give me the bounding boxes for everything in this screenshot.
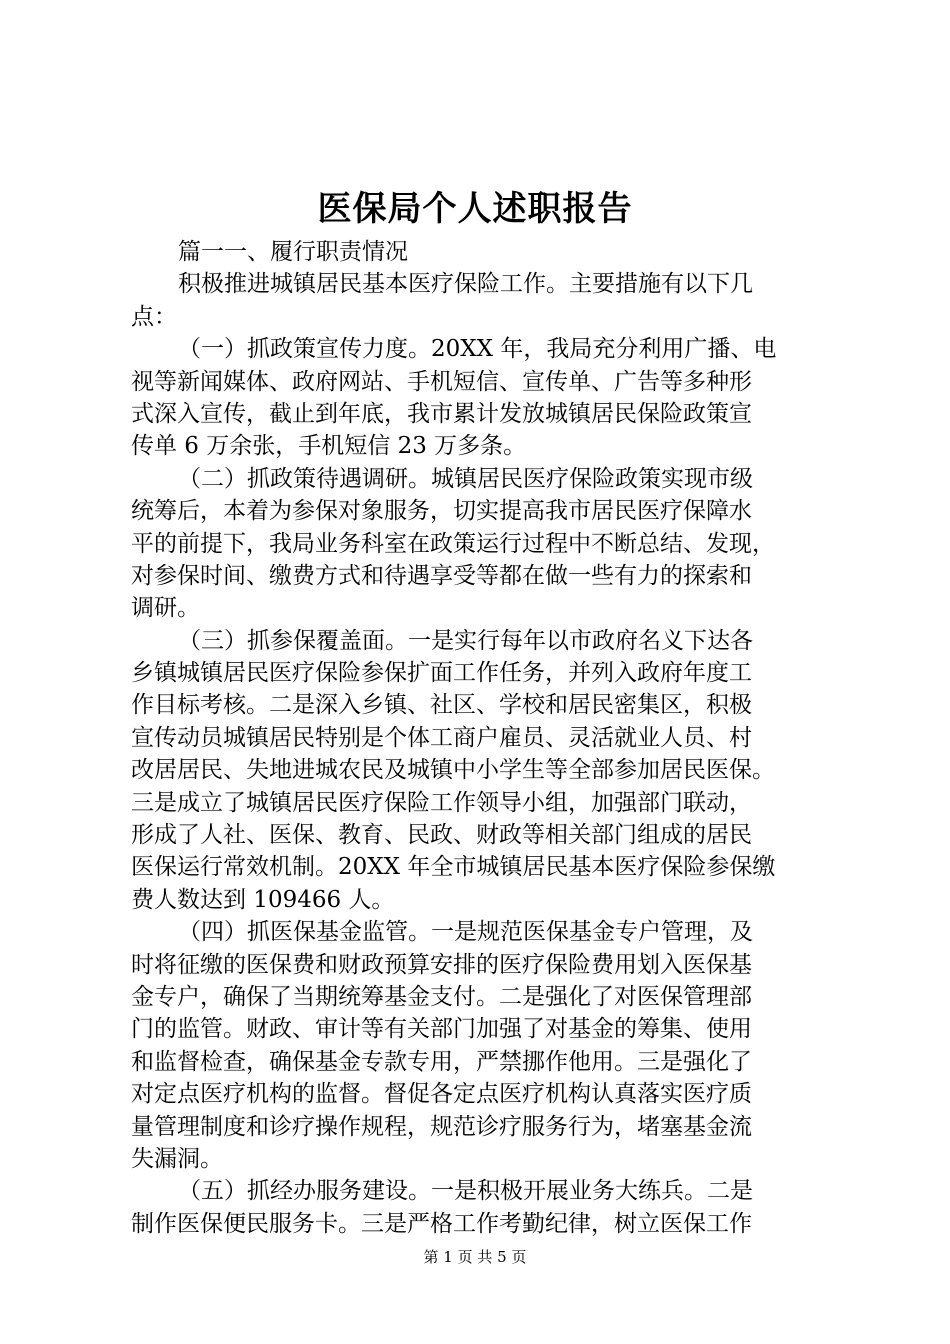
text-line: 金专户，确保了当期统筹基金支付。二是强化了对医保管理部 (131, 983, 752, 1010)
text-line: 费人数达到 109466 人。 (131, 886, 395, 913)
text-line: 篇一一、履行职责情况 (178, 239, 408, 265)
page-footer: 第 1 页 共 5 页 (423, 1248, 527, 1266)
text-line: 式深入宣传，截止到年底，我市累计发放城镇居民保险政策宣 (131, 400, 752, 427)
text-line: （一）抓政策宣传力度。20XX 年，我局充分利用广播、电 (178, 336, 777, 363)
text-line: （二）抓政策待遇调研。城镇居民医疗保险政策实现市级 (178, 465, 753, 492)
text-line: 改居居民、失地进城农民及城镇中小学生等全部参加居民医保。 (131, 757, 775, 784)
text-line: （三）抓参保覆盖面。一是实行每年以市政府名义下达各 (178, 627, 753, 654)
text-line: 量管理制度和诊疗操作规程，规范诊疗服务行为，堵塞基金流 (131, 1113, 752, 1140)
text-line: 对参保时间、缴费方式和待遇享受等都在做一些有力的探索和 (131, 562, 752, 589)
document-title: 医保局个人述职报告 (317, 189, 633, 229)
text-line: 乡镇城镇居民医疗保险参保扩面工作任务，并列入政府年度工 (131, 660, 752, 687)
text-line: 时将征缴的医保费和财政预算安排的医疗保险费用划入医保基 (131, 951, 752, 978)
text-line: 点： (131, 303, 177, 330)
text-line: 作目标考核。二是深入乡镇、社区、学校和居民密集区，积极 (131, 692, 752, 719)
text-line: 视等新闻媒体、政府网站、手机短信、宣传单、广告等多种形 (131, 368, 752, 395)
text-line: 统筹后，本着为参保对象服务，切实提高我市居民医疗保障水 (131, 498, 752, 525)
text-line: 医保运行常效机制。20XX 年全市城镇居民基本医疗保险参保缴 (131, 854, 776, 881)
document-body (131, 236, 831, 1240)
text-line: 三是成立了城镇居民医疗保险工作领导小组，加强部门联动， (131, 789, 752, 816)
text-line: （五）抓经办服务建设。一是积极开展业务大练兵。二是 (178, 1178, 753, 1205)
text-line: 形成了人社、医保、教育、民政、财政等相关部门组成的居民 (131, 822, 752, 849)
text-line: 和监督检查，确保基金专款专用，严禁挪作他用。三是强化了 (131, 1048, 752, 1075)
text-line: 对定点医疗机构的监督。督促各定点医疗机构认真落实医疗质 (131, 1081, 752, 1108)
text-line: （四）抓医保基金监管。一是规范医保基金专户管理，及 (178, 919, 753, 946)
text-line: 失漏洞。 (131, 1145, 223, 1172)
text-line: 积极推进城镇居民基本医疗保险工作。主要措施有以下几 (178, 271, 753, 298)
text-line: 宣传动员城镇居民特别是个体工商户雇员、灵活就业人员、村 (131, 724, 752, 751)
text-line: 平的前提下，我局业务科室在政策运行过程中不断总结、发现， (131, 530, 775, 557)
text-line: 传单 6 万余张，手机短信 23 万多条。 (131, 433, 527, 460)
text-line: 门的监管。财政、审计等有关部门加强了对基金的筹集、使用 (131, 1016, 752, 1043)
text-line: 制作医保便民服务卡。三是严格工作考勤纪律，树立医保工作 (131, 1210, 752, 1237)
text-line: 调研。 (131, 595, 200, 622)
